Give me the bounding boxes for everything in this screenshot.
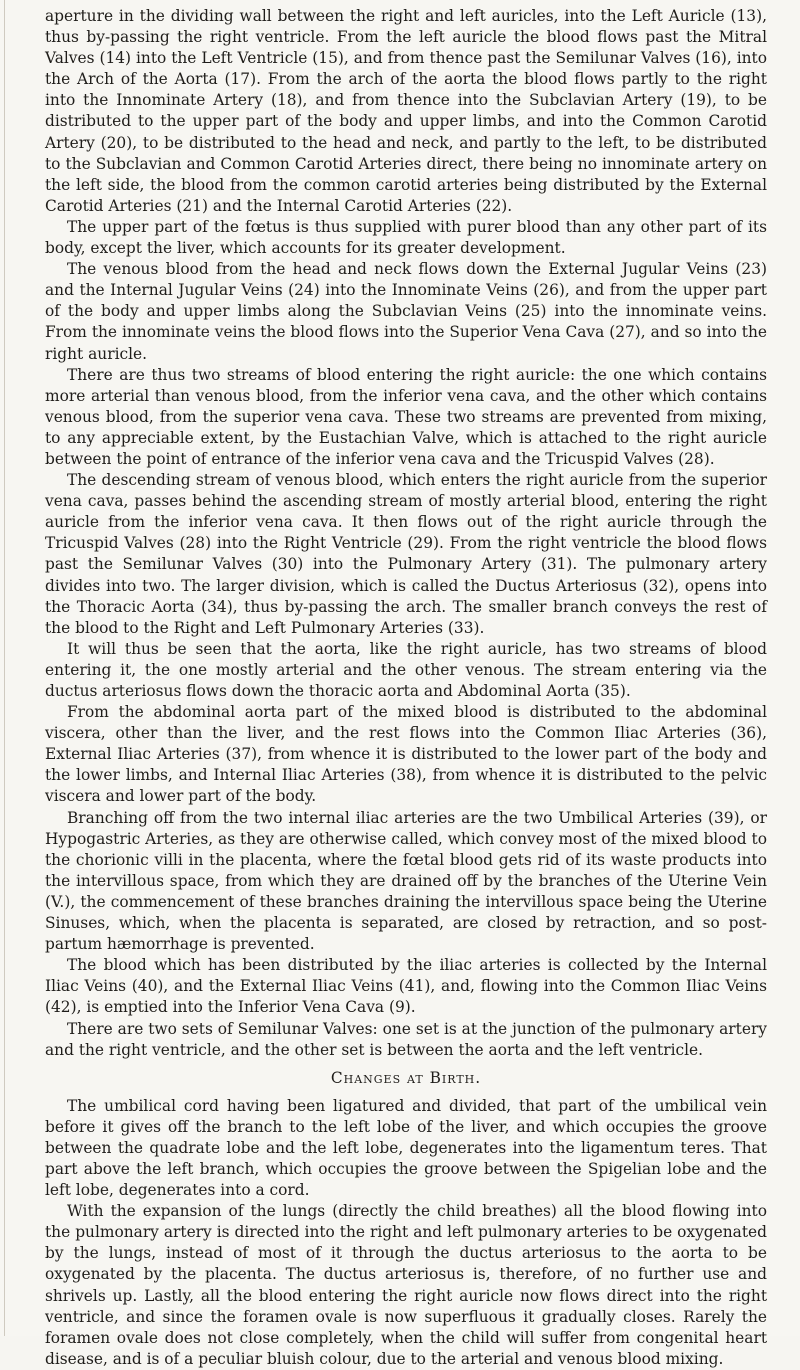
section-heading: Changes at Birth.	[330, 1068, 482, 1087]
paragraph: From the abdominal aorta part of the mixed blood is distributed to the abdominal viscera, other than the liver, and the rest flows into the Common Iliac Arteries (36), External Iliac Arteries (37), from whence it is distributed to the lower part of the body and the lower limbs, and Internal Iliac Arteries (38), from whence it is distributed to the pelvic viscera and lower part of the body.	[45, 703, 767, 806]
paragraph: The venous blood from the head and neck flows down the External Jugular Veins (23) and the Internal Jugular Veins (24) into the Innominate Veins (26), and from the upper part of the body and upper limbs along the Subclavian Veins (25) into the innominate veins. From the innominate veins the blood flows into the Superior Vena Cava (27), and so into the right auricle.	[45, 260, 767, 363]
paragraph: The upper part of the fœtus is thus supplied with purer blood than any other part of its body, except the liver, which accounts for its greater development.	[45, 217, 767, 258]
page-edge-line	[4, 0, 5, 1336]
paragraph: aperture in the dividing wall between the right and left auricles, into the Left Auricle (13), thus by-passing the right ventricle. From the left auricle the blood flows past the Mitral Valves (14) into the Left Ventricle (15), and from thence past the Semilunar Valves (16), into the Arch of the Aorta (17). From the arch of the aorta the blood flows partly to the right into the Innominate Artery (18), and from thence into the Subclavian Artery (19), to be distributed to the upper part of the body and upper limbs, and into the Common Carotid Artery (20), to be distributed to the head and neck, and partly to the left, to be distributed to the Subclavian and Common Carotid Arteries direct, there being no innominate artery on the left side, the blood from the common carotid arteries being distributed by the External Carotid Arteries (21) and the Internal Carotid Arteries (22).	[45, 7, 767, 215]
paragraph: The blood which has been distributed by the iliac arteries is collected by the Internal Iliac Veins (40), and the External Iliac Veins (41), and, flowing into the Common Iliac Veins (42), is emptied into the Inferior Vena Cava (9).	[45, 956, 767, 1017]
text-column	[45, 6, 767, 1370]
paragraph: The descending stream of venous blood, which enters the right auricle from the superior vena cava, passes behind the ascending stream of mostly arterial blood, entering the right auricle from the inferior vena cava. It then flows out of the right auricle through the Tricuspid Valves (28) into the Right Ventricle (29). From the right ventricle the blood flows past the Semilunar Valves (30) into the Pulmonary Artery (31). The pulmonary artery divides into two. The larger division, which is called the Ductus Arteriosus (32), opens into the Thoracic Aorta (34), thus by-passing the arch. The smaller branch conveys the rest of the blood to the Right and Left Pulmonary Arteries (33).	[45, 471, 767, 637]
paragraph: The umbilical cord having been ligatured and divided, that part of the umbilical vein before it gives off the branch to the left lobe of the liver, and which occupies the groove between the quadrate lobe and the left lobe, degenerates into the ligamentum teres. That part above the left branch, which occupies the groove between the Spigelian lobe and the left lobe, degenerates into a cord.	[45, 1096, 767, 1200]
paragraph: Branching off from the two internal iliac arteries are the two Umbilical Arteries (39), or Hypogastric Arteries, as they are otherwise called, which convey most of the mixed blood to the chorionic villi in the placenta, where the fœtal blood gets rid of its waste products into the intervillous space, from which they are drained off by the branches of the Uterine Vein (V.), the commencement of these branches draining the intervillous space being the Uterine Sinuses, which, when the placenta is separated, are closed by retraction, and so post-partum hæmorrhage is prevented.	[45, 808, 767, 954]
paragraph: It will thus be seen that the aorta, like the right auricle, has two streams of blood entering it, the one mostly arterial and the other venous. The stream entering via the ductus arteriosus flows down the thoracic aorta and Abdominal Aorta (35).	[45, 639, 767, 700]
paragraph: There are thus two streams of blood entering the right auricle: the one which contains more arterial than venous blood, from the inferior vena cava, and the other which contains venous blood, from the superior vena cava. These two streams are prevented from mixing, to any appreciable extent, by the Eustachian Valve, which is attached to the right auricle between the point of entrance of the inferior vena cava and the Tricuspid Valves (28).	[45, 365, 767, 468]
paragraph: There are two sets of Semilunar Valves: one set is at the junction of the pulmonary artery and the right ventricle, and the other set is between the aorta and the left ventricle.	[45, 1019, 767, 1059]
paragraph: With the expansion of the lungs (directly the child breathes) all the blood flowing into the pulmonary artery is directed into the right and left pulmonary arteries to be oxygenated by the lungs, instead of most of it through the ductus arteriosus to the aorta to be oxygenated by the placenta. The ductus arteriosus is, therefore, of no further use and shrivels up. Lastly, all the blood entering the right auricle now flows direct into the right ventricle, and since the foramen ovale is now superfluous it gradually closes. Rarely the foramen ovale does not close completely, when the child will suffer from congenital heart disease, and is of a peculiar bluish colour, due to the arterial and venous blood mixing.	[45, 1202, 767, 1368]
